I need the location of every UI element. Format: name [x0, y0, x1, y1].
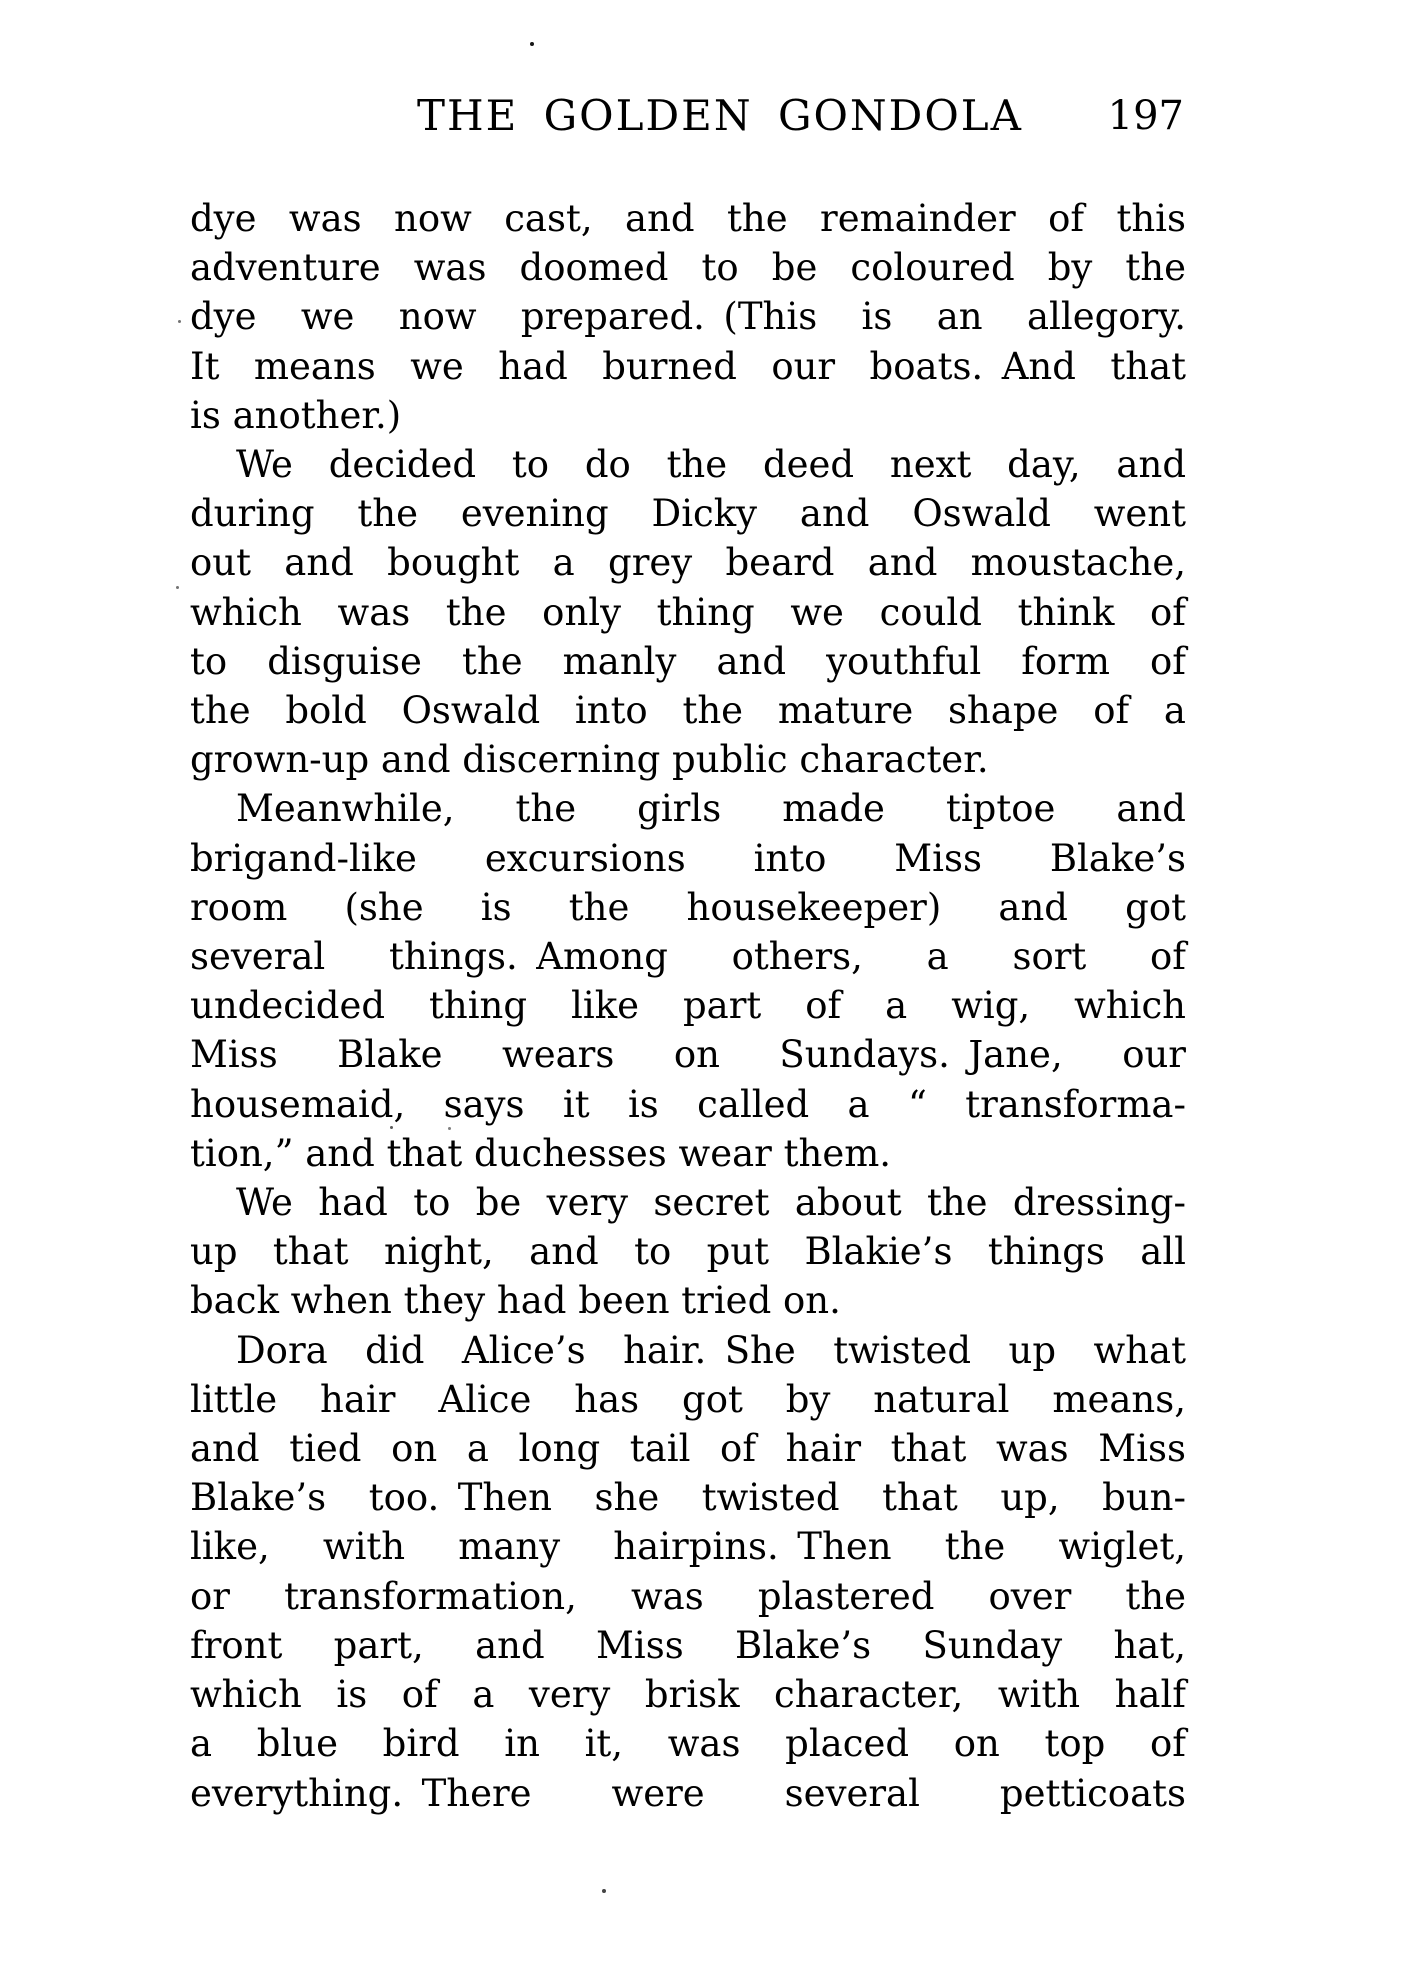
ink-speck [530, 42, 534, 46]
page-number: 197 [1107, 93, 1184, 139]
text-line: a blue bird in it, was placed on top of [190, 1722, 1186, 1766]
ink-speck [602, 1889, 606, 1893]
text-line: We decided to do the deed next day, and [236, 443, 1186, 487]
text-line: is another.) [190, 393, 402, 437]
text-line: tion,” and that duchesses wear them. [190, 1131, 892, 1175]
text-line: little hair Alice has got by natural means, [190, 1377, 1186, 1421]
text-line: Meanwhile, the girls made tiptoe and [236, 787, 1186, 831]
text-line: the bold Oswald into the mature shape of a [190, 689, 1186, 733]
page-header [190, 92, 1186, 140]
text-line: Dora did Alice’s hair. She twisted up what [236, 1328, 1186, 1372]
text-line: which was the only thing we could think of [190, 590, 1186, 634]
text-line: undecided thing like part of a wig, which [190, 984, 1186, 1028]
text-line: grown-up and discerning public character. [190, 738, 989, 782]
text-line: back when they had been tried on. [190, 1279, 841, 1323]
text-line: room (she is the housekeeper) and got [190, 885, 1186, 929]
text-line: adventure was doomed to be coloured by the [190, 246, 1186, 290]
text-line: several things. Among others, a sort of [190, 935, 1186, 979]
text-line: Blake’s too. Then she twisted that up, bun- [190, 1476, 1186, 1520]
text-line: during the evening Dicky and Oswald went [190, 492, 1186, 536]
text-line: brigand-like excursions into Miss Blake’s [190, 836, 1186, 880]
ink-speck [176, 586, 179, 589]
text-line: It means we had burned our boats. And that [190, 344, 1186, 388]
text-line: like, with many hairpins. Then the wiglet, [190, 1525, 1186, 1569]
running-title: THE GOLDEN GONDOLA [416, 91, 1024, 140]
text-line: We had to be very secret about the dressing- [236, 1181, 1186, 1225]
text-line: which is of a very brisk character, with half [190, 1673, 1186, 1717]
body-text [190, 194, 1186, 1818]
text-line: housemaid, says it is called a “ transforma- [190, 1082, 1186, 1126]
ink-speck [448, 1127, 451, 1130]
text-line: dye we now prepared. (This is an allegory. [190, 295, 1186, 339]
text-line: front part, and Miss Blake’s Sunday hat, [190, 1623, 1186, 1667]
ink-speck [178, 320, 181, 323]
text-line: up that night, and to put Blakie’s things all [190, 1230, 1186, 1274]
text-line: and tied on a long tail of hair that was Miss [190, 1427, 1186, 1471]
text-line: everything. There were several petticoats [190, 1771, 1186, 1815]
ink-speck [390, 1126, 393, 1129]
text-line: Miss Blake wears on Sundays. Jane, our [190, 1033, 1186, 1077]
text-line: or transformation, was plastered over the [190, 1574, 1186, 1618]
text-line: dye was now cast, and the remainder of this [190, 197, 1186, 240]
text-line: to disguise the manly and youthful form of [190, 639, 1186, 683]
text-line: out and bought a grey beard and moustache, [190, 541, 1186, 585]
